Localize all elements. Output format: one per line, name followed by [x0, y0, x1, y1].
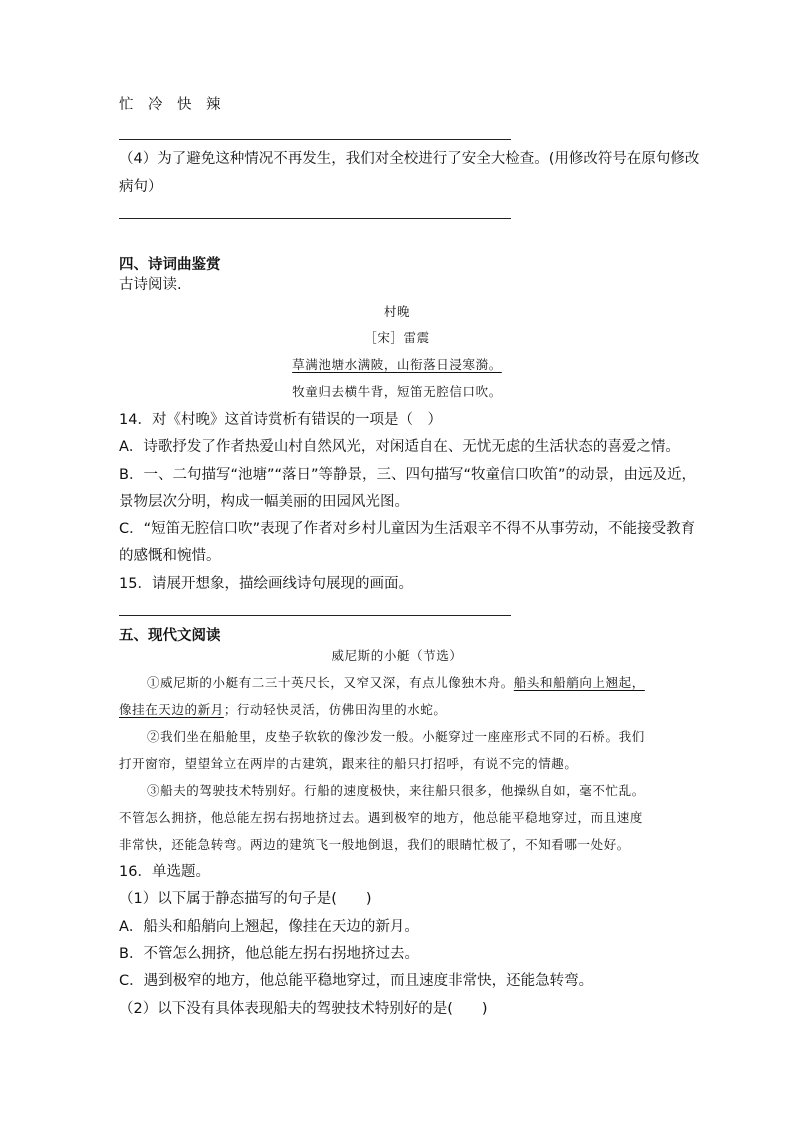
q14-option-b-line1: B．一、二句描写“池塘”“落日”等静景，三、四句描写“牧童信口吹笛”的动景，由远及近， [119, 467, 697, 483]
q16-sub1: （1）以下属于静态描写的句子是( ) [119, 891, 372, 907]
passage-p3-line1: ③船夫的驾驶技术特别好。行船的速度极快，来往船只很多，他操纵自如，毫不忙乱。 [147, 783, 645, 798]
passage-p2-line1: ②我们坐在船舱里，皮垫子软软的像沙发一般。小艇穿过一座座形式不同的石桥。我们 [147, 729, 645, 744]
passage-p2-line2: 打开窗帘，望望耸立在两岸的古建筑，跟来往的船只打招呼，有说不完的情趣。 [119, 756, 578, 771]
answer-line[interactable] [119, 218, 511, 219]
q16-option-c: C．遇到极窄的地方，他总能平稳地穿过，而且速度非常快，还能急转弯。 [119, 973, 594, 989]
q4-line1: （4）为了避免这种情况不再发生，我们对全校进行了安全大检查。(用修改符号在原句修改 [119, 151, 700, 167]
p1-post: ；行动轻快灵活，仿佛田沟里的水蛇。 [223, 702, 447, 717]
poem-line2: 牧童归去横牛背，短笛无腔信口吹。 [292, 384, 502, 399]
answer-line[interactable] [119, 139, 511, 140]
p1-underline-1: 船头和船艄向上翘起， [513, 675, 645, 690]
q16-sub2: （2）以下没有具体表现船夫的驾驶技术特别好的是( ) [119, 1001, 488, 1017]
q15-stem: 15．请展开想象，描绘画线诗句展现的画面。 [119, 576, 413, 592]
q16-option-a: A．船头和船艄向上翘起，像挂在天边的新月。 [119, 919, 419, 935]
q14-option-a: A．诗歌抒发了作者热爱山村自然风光，对闲适自在、无忧无虑的生活状态的喜爱之情。 [119, 439, 680, 455]
poem-line1 [0, 355, 794, 375]
passage-p1-line2 [119, 700, 447, 720]
poem-title: 村晚 [383, 304, 411, 319]
poem-author: ［宋］雷震 [364, 330, 430, 345]
section4-heading: 四、诗词曲鉴赏 [119, 257, 221, 273]
answer-line[interactable] [119, 615, 511, 616]
word-list: 忙 冷 快 辣 [119, 97, 221, 113]
q14-option-c-line1: C．“短笛无腔信口吹”表现了作者对乡村儿童因为生活艰辛不得不从事劳动，不能接受教育 [119, 521, 696, 537]
p1-pre: ①威尼斯的小艇有二三十英尺长，又窄又深，有点儿像独木舟。 [147, 675, 514, 690]
passage-p3-line2: 不管怎么拥挤，他总能左拐右拐地挤过去。遇到极窄的地方，他总能平稳地穿过，而且速度 [119, 810, 644, 825]
p1-underline-2: 像挂在天边的新月 [119, 702, 224, 717]
q14-stem: 14．对《村晚》这首诗赏析有错误的一项是（ ） [119, 412, 442, 428]
passage-title: 威尼斯的小艇（节选） [331, 648, 463, 663]
passage-p1-line1 [147, 673, 645, 693]
section5-heading: 五、现代文阅读 [119, 628, 221, 644]
q4-line2: 病句） [119, 179, 163, 195]
q16-stem: 16．单选题。 [119, 864, 210, 880]
passage-p3-line3: 非常快，还能急转弯。两边的建筑飞一般地倒退，我们的眼睛忙极了，不知看哪一处好。 [119, 837, 630, 852]
section4-intro: 古诗阅读. [119, 277, 182, 293]
poem-line1-text: 草满池塘水满陂，山衔落日浸寒漪。 [292, 357, 502, 372]
q16-option-b: B．不管怎么拥挤，他总能左拐右拐地挤过去。 [119, 946, 419, 962]
q14-option-b-line2: 景物层次分明，构成一幅美丽的田园风光图。 [119, 494, 409, 510]
q14-option-c-line2: 的感慨和惋惜。 [119, 548, 221, 564]
